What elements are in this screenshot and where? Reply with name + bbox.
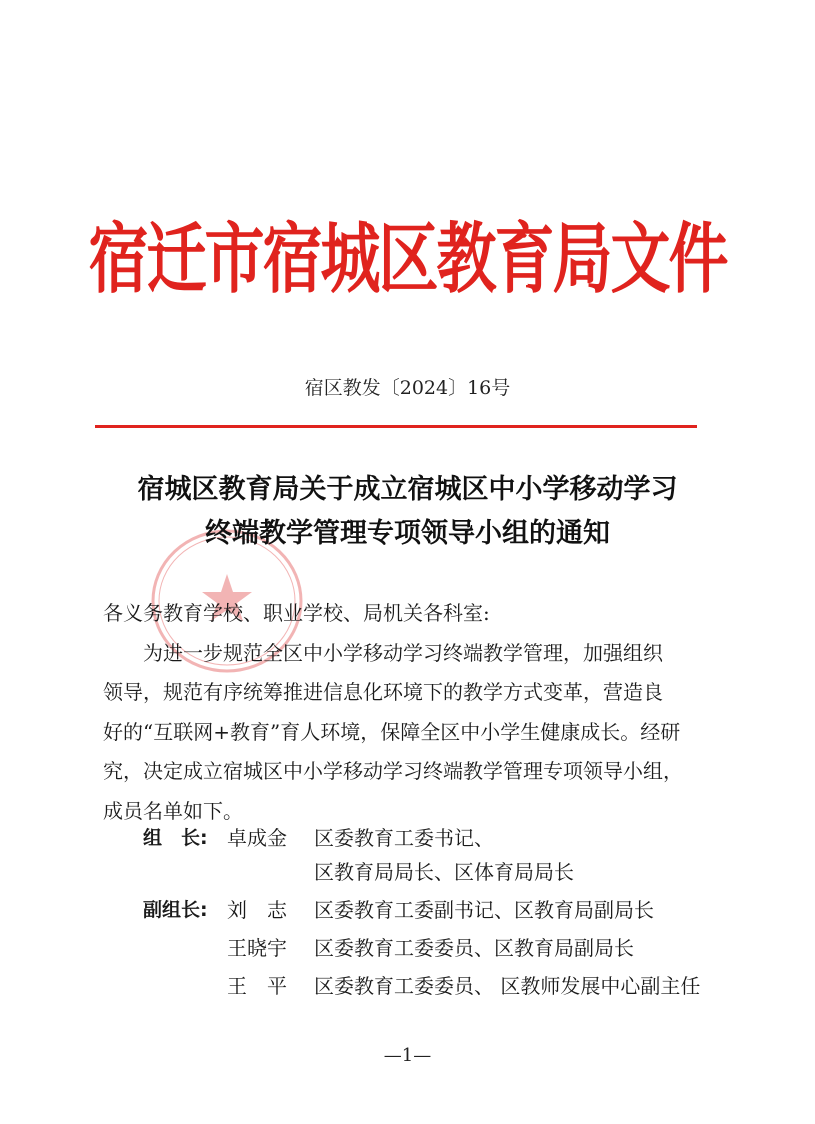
paragraph-line: 究，决定成立宿城区中小学移动学习终端教学管理专项领导小组， <box>103 759 683 783</box>
paragraph-line: 成员名单如下。 <box>103 798 243 823</box>
notice-title <box>0 468 815 556</box>
issuer-header-title: 宿迁市宿城区教育局文件 <box>88 215 727 305</box>
notice-body <box>103 594 703 831</box>
page-number: —1— <box>383 1045 432 1066</box>
member-title: 区教育局局长、区体育局局长 <box>314 860 574 884</box>
paragraph-line: 为进一步规范全区中小学移动学习终端教学管理，加强组织 <box>143 640 663 665</box>
member-row-leader <box>143 822 743 855</box>
notice-title-line-2: 终端教学管理专项领导小组的通知 <box>205 518 610 549</box>
member-title: 区委教育工委副书记、区教育局副局长 <box>314 898 654 922</box>
member-title: 区委教育工委委员、 区教师发展中心副主任 <box>314 974 701 998</box>
member-row-deputy <box>143 970 743 1003</box>
member-title: 区委教育工委书记、 <box>314 826 494 850</box>
role-label-deputy: 副组长: <box>143 899 208 921</box>
member-title: 区委教育工委委员、区教育局副局长 <box>314 936 634 960</box>
document-number: 宿区教发〔2024〕16号 <box>304 377 511 399</box>
member-name: 王 平 <box>227 974 287 998</box>
member-name: 王晓宇 <box>227 936 287 960</box>
paragraph-line: 领导，规范有序统筹推进信息化环境下的教学方式变革，营造良 <box>103 680 663 704</box>
red-divider-line <box>95 425 697 428</box>
salutation: 各义务教育学校、职业学校、局机关各科室: <box>103 601 490 625</box>
member-name: 刘 志 <box>227 898 287 922</box>
role-label-leader: 组 长: <box>143 827 208 849</box>
member-row-deputy <box>143 894 743 927</box>
member-list <box>143 822 743 1004</box>
member-row-deputy <box>143 932 743 965</box>
paragraph-line: 好的“互联网+教育”育人环境，保障全区中小学生健康成长。经研 <box>103 719 681 744</box>
member-name: 卓成金 <box>227 826 287 850</box>
notice-title-line-1: 宿城区教育局关于成立宿城区中小学移动学习 <box>137 474 678 505</box>
member-row-leader-continued <box>143 856 743 889</box>
